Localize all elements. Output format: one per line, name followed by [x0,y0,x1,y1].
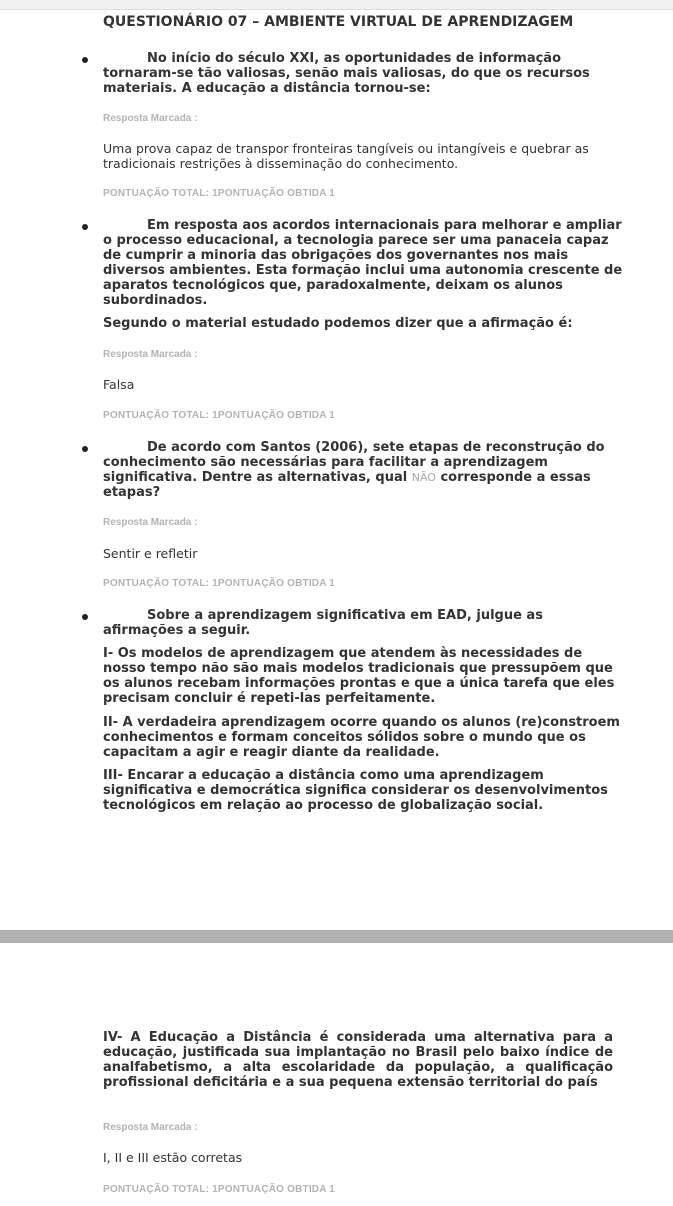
statement-2: II- A verdadeira aprendizagem ocorre quando os alunos (re)constroem conhecimentos e formam conceitos sólidos sobre o mundo que os capacitam a agir e reagir diante da realidade. [103,715,620,760]
question-1-text: No início do século XXI, as oportunidades de informação tornaram-se tão valiosas, senão mais valiosas, do que os recursos materiais. A educação a distância tornou-se: [103,51,590,96]
question-1-answer: Uma prova capaz de transpor fronteiras tangíveis ou intangíveis e quebrar as tradicionais restrições à disseminação do conhecimento. [103,141,589,171]
statement-3: III- Encarar a educação a distância como uma aprendizagem significativa e democrática significa considerar os desenvolvimentos tecnológicos em relação ao processo de globalização social. [103,768,608,813]
bullet-icon [82,446,88,452]
bullet-icon [82,224,88,230]
answer-label: Resposta Marcada : [103,113,198,124]
question-4-text: Sobre a aprendizagem significativa em EAD, julgue as afirmações a seguir. [103,608,543,638]
statement-1: I- Os modelos de aprendizagem que atendem às necessidades de nosso tempo não são mais modelos tradicionais que pressupõem que os alunos recebam informações prontas e que a única tarefa que eles precisam concluir é repeti-las perfeitamente. [103,646,615,706]
bullet-icon [82,614,88,620]
page-title: QUESTIONÁRIO 07 – AMBIENTE VIRTUAL DE APRENDIZAGEM [103,14,574,30]
answer-label: Resposta Marcada : [103,517,198,528]
question-2-answer: Falsa [103,377,135,392]
page-break-divider [0,930,673,943]
question-2-prompt: Segundo o material estudado podemos dizer que a afirmação é: [103,316,573,331]
score-line: PONTUAÇÃO TOTAL: 1PONTUAÇÃO OBTIDA 1 [103,188,336,199]
top-bar [0,0,673,10]
question-3-text: De acordo com Santos (2006), sete etapas de reconstrução do conhecimento são necessárias para facilitar a aprendizagem significativa. Dentre as alternativas, qual NÃO corresponde a essas etapas? [103,440,605,500]
question-2-text: Em resposta aos acordos internacionais para melhorar e ampliar o processo educacional, a tecnologia parece ser uma panaceia capaz de cumprir a minoria das obrigações dos governantes nos mais diversos ambientes. Esta formação inclui uma autonomia crescente de aparatos tecnológicos que, paradoxalmente, deixam os alunos subordinados. [103,218,623,308]
emphasis-nao: NÃO [411,471,436,484]
score-line: PONTUAÇÃO TOTAL: 1PONTUAÇÃO OBTIDA 1 [103,1184,336,1195]
statement-4: IV- A Educação a Distância é considerada uma alternativa para a educação, justificada sua implantação no Brasil pelo baixo índice de analfabetismo, a alta escolaridade da população, a qualificação profissional deficitária e a sua pequena extensão territorial do país [103,1030,613,1090]
answer-label: Resposta Marcada : [103,1122,198,1133]
score-line: PONTUAÇÃO TOTAL: 1PONTUAÇÃO OBTIDA 1 [103,410,336,421]
question-4-answer: I, II e III estão corretas [103,1150,243,1165]
score-line: PONTUAÇÃO TOTAL: 1PONTUAÇÃO OBTIDA 1 [103,578,336,589]
bullet-icon [82,57,88,63]
answer-label: Resposta Marcada : [103,349,198,360]
question-3-answer: Sentir e refletir [103,546,198,561]
